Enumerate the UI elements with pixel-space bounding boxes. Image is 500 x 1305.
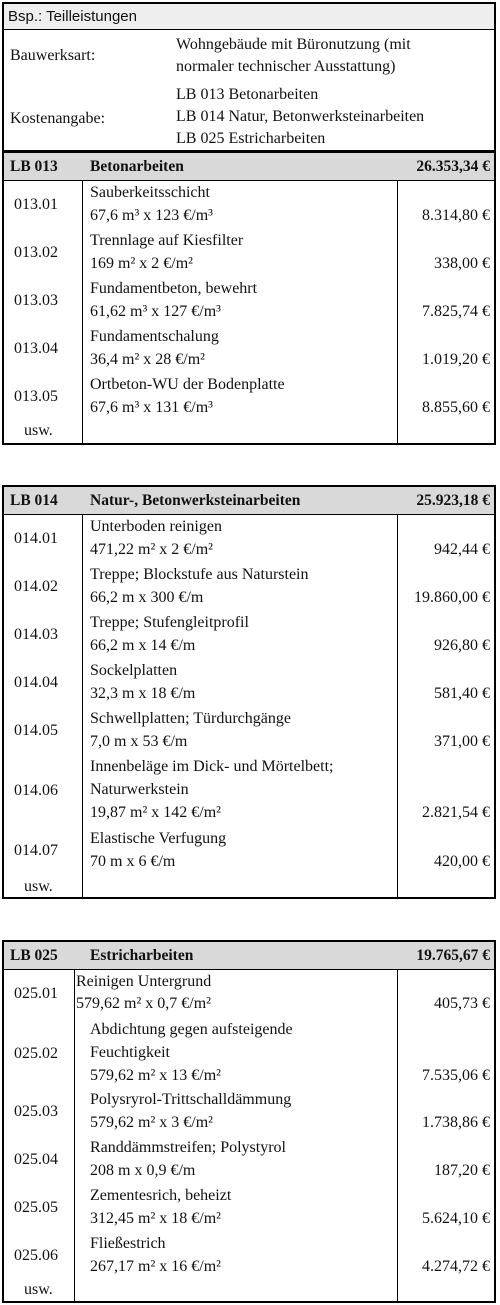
item-calc: 66,2 m x 14 €/m (90, 637, 196, 654)
item-desc: Trennlage auf Kiesfilter (90, 232, 244, 249)
cost-value-3: LB 025 Estricharbeiten (176, 130, 326, 147)
item-amount: 1.019,20 € (422, 351, 490, 368)
item-amount: 926,80 € (434, 637, 490, 654)
item-desc: Schwellplatten; Türdurchgänge (90, 710, 291, 727)
item-desc: Treppe; Blockstufe aus Naturstein (90, 566, 309, 583)
item-desc-2: Feuchtigkeit (90, 1044, 170, 1061)
section-lb-025 (2, 940, 496, 1303)
item-calc: 312,45 m² x 18 €/m² (90, 1210, 221, 1227)
item-amount: 7.535,06 € (422, 1067, 490, 1084)
item-amount: 338,00 € (434, 255, 490, 272)
item-code: 013.04 (14, 340, 58, 357)
section-total: 19.765,67 € (416, 947, 490, 964)
item-amount: 1.738,86 € (422, 1114, 490, 1131)
item-calc: 471,22 m² x 2 €/m² (90, 541, 213, 558)
section-head (4, 153, 494, 181)
item-desc: Fundamentbeton, bewehrt (90, 280, 258, 297)
table-row (4, 1088, 494, 1136)
item-code: 025.06 (14, 1247, 58, 1264)
table-row (4, 659, 494, 707)
section-total: 26.353,34 € (416, 158, 490, 175)
item-calc: 19,87 m² x 142 €/m² (90, 804, 221, 821)
item-desc: Reinigen Untergrund (76, 973, 212, 990)
item-code: 014.07 (14, 842, 58, 859)
building-value-2: normaler technischer Ausstattung) (176, 58, 396, 75)
item-code: 014.03 (14, 626, 58, 643)
table-row-etc (4, 1278, 494, 1302)
table-row (4, 563, 494, 611)
item-code: 014.04 (14, 674, 58, 691)
table-row (4, 1232, 494, 1280)
section-lb-013 (2, 151, 496, 445)
item-code: 014.01 (14, 530, 58, 547)
item-calc: 36,4 m² x 28 €/m² (90, 351, 205, 368)
etc-label: usw. (24, 1281, 53, 1298)
table-row (4, 229, 494, 277)
item-amount: 8.314,80 € (422, 207, 490, 224)
item-calc: 208 m x 0,9 €/m (90, 1162, 196, 1179)
building-label: Bauwerksart: (10, 47, 96, 64)
table-row (4, 515, 494, 563)
item-code: 025.05 (14, 1199, 58, 1216)
section-head (4, 942, 494, 970)
item-calc: 579,62 m² x 13 €/m² (90, 1067, 221, 1084)
item-amount: 942,44 € (434, 541, 490, 558)
item-code: 013.03 (14, 292, 58, 309)
building-row (4, 34, 494, 84)
item-code: 014.05 (14, 722, 58, 739)
building-value-1: Wohngebäude mit Büronutzung (mit (176, 36, 411, 53)
header-card (2, 2, 496, 152)
item-amount: 4.274,72 € (422, 1258, 490, 1275)
cost-value-1: LB 013 Betonarbeiten (176, 86, 319, 103)
item-desc: Abdichtung gegen aufsteigende (90, 1021, 293, 1038)
item-desc: Ortbeton-WU der Bodenplatte (90, 376, 285, 393)
item-desc: Innenbeläge im Dick- und Mörtelbett; (90, 758, 334, 775)
item-amount: 2.821,54 € (422, 804, 490, 821)
item-code: 013.05 (14, 388, 58, 405)
section-lb-014 (2, 485, 496, 899)
item-calc: 61,62 m³ x 127 €/m³ (90, 303, 221, 320)
section-code: LB 013 (10, 158, 58, 175)
item-amount: 7.825,74 € (422, 303, 490, 320)
item-calc: 169 m² x 2 €/m² (90, 255, 193, 272)
item-code: 013.02 (14, 244, 58, 261)
table-row (4, 827, 494, 875)
item-amount: 19.860,00 € (414, 589, 490, 606)
section-code: LB 014 (10, 492, 58, 509)
table-row-etc (4, 875, 494, 899)
item-desc: Elastische Verfugung (90, 830, 227, 847)
item-amount: 420,00 € (434, 853, 490, 870)
section-head (4, 487, 494, 515)
item-calc: 7,0 m x 53 €/m (90, 733, 188, 750)
item-code: 025.04 (14, 1151, 58, 1168)
table-row (4, 277, 494, 325)
table-row (4, 1136, 494, 1184)
item-amount: 5.624,10 € (422, 1210, 490, 1227)
item-code: 025.03 (14, 1103, 58, 1120)
item-desc: Fließestrich (90, 1235, 166, 1252)
section-code: LB 025 (10, 947, 58, 964)
item-amount: 187,20 € (434, 1162, 490, 1179)
item-calc: 66,2 m x 300 €/m (90, 589, 204, 606)
item-amount: 581,40 € (434, 685, 490, 702)
table-row (4, 1184, 494, 1232)
item-desc: Randdämmstreifen; Polystyrol (90, 1139, 286, 1156)
section-name: Betonarbeiten (90, 158, 184, 175)
item-desc: Sauberkeitsschicht (90, 184, 210, 201)
item-code: 014.02 (14, 578, 58, 595)
item-calc: 579,62 m² x 0,7 €/m² (76, 995, 211, 1012)
item-calc: 67,6 m³ x 131 €/m³ (90, 399, 213, 416)
item-desc: Sockelplatten (90, 662, 178, 679)
cost-row (4, 84, 494, 150)
table-row (4, 373, 494, 421)
item-code: 014.06 (14, 782, 58, 799)
item-amount: 371,00 € (434, 733, 490, 750)
item-calc: 70 m x 6 €/m (90, 853, 176, 870)
cost-value-2: LB 014 Natur, Betonwerksteinarbeiten (176, 108, 425, 125)
item-desc-2: Naturwerkstein (90, 781, 189, 798)
item-desc: Unterboden reinigen (90, 518, 222, 535)
item-code: 013.01 (14, 196, 58, 213)
table-row (4, 755, 494, 827)
section-name: Estricharbeiten (90, 947, 194, 964)
etc-label: usw. (24, 878, 53, 895)
header-title: Bsp.: Teilleistungen (4, 4, 494, 30)
table-row (4, 611, 494, 659)
item-desc: Polysryrol-Trittschalldämmung (90, 1091, 292, 1108)
item-desc: Fundamentschalung (90, 328, 219, 345)
etc-label: usw. (24, 422, 53, 439)
item-code: 025.01 (14, 985, 58, 1002)
table-row (4, 970, 494, 1016)
item-code: 025.02 (14, 1045, 58, 1062)
item-calc: 267,17 m² x 16 €/m² (90, 1258, 221, 1275)
table-row (4, 325, 494, 373)
table-row (4, 707, 494, 755)
item-amount: 8.855,60 € (422, 399, 490, 416)
item-desc: Zementesrich, beheizt (90, 1187, 232, 1204)
table-row-etc (4, 419, 494, 443)
item-calc: 67,6 m³ x 123 €/m³ (90, 207, 213, 224)
item-amount: 405,73 € (434, 995, 490, 1012)
section-name: Natur-, Betonwerksteinarbeiten (90, 492, 301, 509)
item-desc: Treppe; Stufengleitprofil (90, 614, 249, 631)
table-row (4, 181, 494, 229)
item-calc: 32,3 m x 18 €/m (90, 685, 196, 702)
section-total: 25.923,18 € (416, 492, 490, 509)
cost-label: Kostenangabe: (10, 110, 106, 127)
item-calc: 579,62 m² x 3 €/m² (90, 1114, 213, 1131)
table-row (4, 1018, 494, 1090)
